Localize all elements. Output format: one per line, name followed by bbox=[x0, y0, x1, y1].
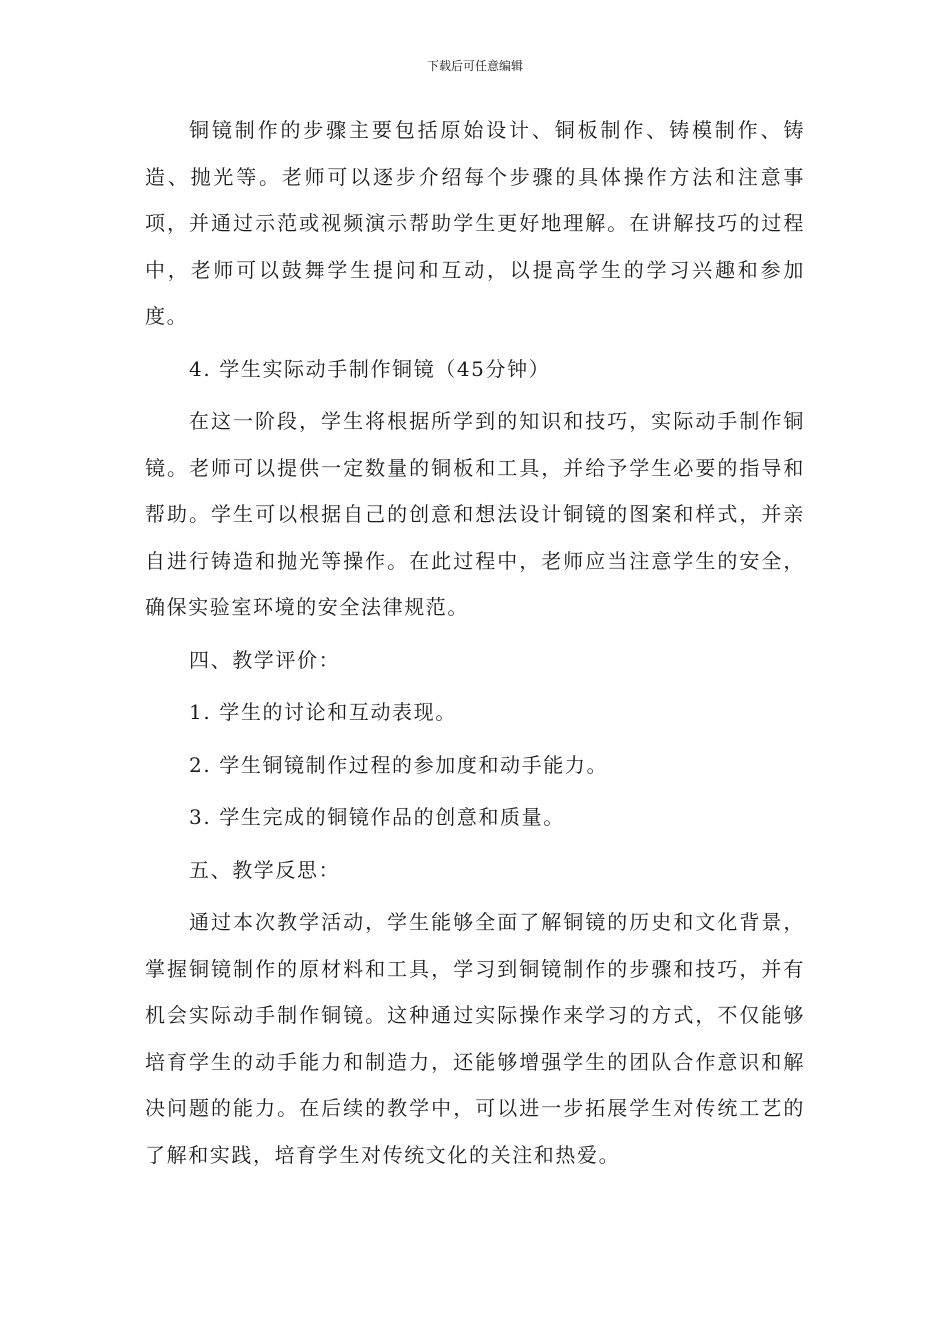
document-body bbox=[145, 107, 805, 1178]
evaluation-item-1: 1. 学生的讨论和互动表现。 bbox=[189, 700, 457, 724]
page-header: 下载后可任意编辑 bbox=[426, 59, 523, 73]
section-heading-hands-on: 4. 学生实际动手制作铜镜（45分钟） bbox=[189, 356, 551, 381]
evaluation-item-3: 3. 学生完成的铜镜作品的创意和质量。 bbox=[189, 805, 565, 829]
paragraph-hands-on: 在这一阶段，学生将根据所学到的知识和技巧，实际动手制作铜镜。老师可以提供一定数量的铜板和工具，并给予学生必要的指导和帮助。学生可以根据自己的创意和想法设计铜镜的图案和样式，并亲自进行铸造和抛光等操作。在此过程中，老师应当注意学生的安全，确保实验室环境的安全法律规范。 bbox=[145, 409, 805, 619]
paragraph-reflection: 通过本次教学活动，学生能够全面了解铜镜的历史和文化背景，掌握铜镜制作的原材料和工具，学习到铜镜制作的步骤和技巧，并有机会实际动手制作铜镜。这种通过实际操作来学习的方式，不仅能够培育学生的动手能力和制造力，还能够增强学生的团队合作意识和解决问题的能力。在后续的教学中，可以进一步拓展学生对传统工艺的了解和实践，培育学生对传统文化的关注和热爱。 bbox=[145, 910, 805, 1167]
section-heading-evaluation: 四、教学评价： bbox=[189, 647, 341, 672]
evaluation-item-2: 2. 学生铜镜制作过程的参加度和动手能力。 bbox=[189, 752, 609, 777]
section-heading-reflection: 五、教学反思： bbox=[189, 857, 341, 882]
paragraph-steps-intro: 铜镜制作的步骤主要包括原始设计、铜板制作、铸模制作、铸造、抛光等。老师可以逐步介绍每个步骤的具体操作方法和注意事项，并通过示范或视频演示帮助学生更好地理解。在讲解技巧的过程中，老师可以鼓舞学生提问和互动，以提高学生的学习兴趣和参加度。 bbox=[145, 118, 805, 328]
